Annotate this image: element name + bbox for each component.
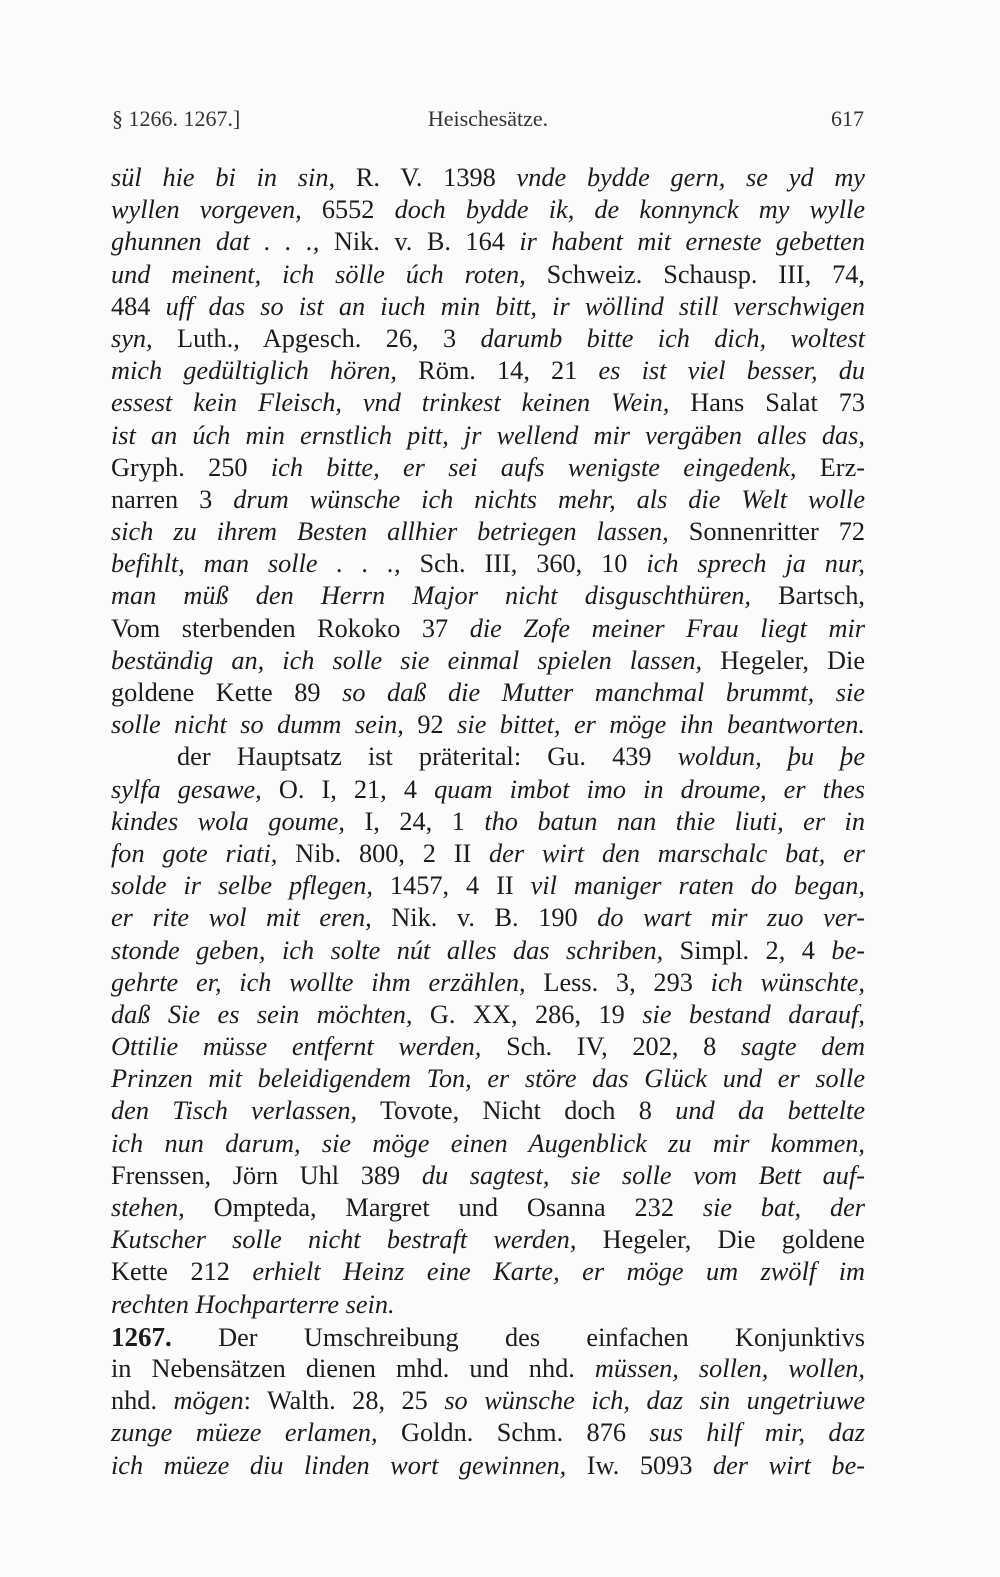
quotation-text: ich müeze diu linden wort gewinnen, bbox=[111, 1450, 567, 1480]
text-line bbox=[111, 291, 865, 323]
quotation-text: be- bbox=[831, 935, 865, 965]
citation-text: 6552 bbox=[301, 195, 395, 225]
quotation-text: quam imbot imo in droume, er thes bbox=[434, 774, 866, 804]
text-line bbox=[111, 1289, 865, 1321]
quotation-text: du sagtest, sie solle vom Bett auf- bbox=[421, 1160, 866, 1190]
quotation-text: ich wünschte, bbox=[710, 967, 865, 997]
text-line bbox=[111, 806, 865, 838]
citation-text: 92 bbox=[403, 710, 458, 740]
quotation-text: stehen, bbox=[111, 1193, 185, 1222]
citation-text: Hegeler, Die bbox=[702, 645, 866, 675]
quotation-text: ich nun darum, sie möge einen Augenblick zu mir kommen, bbox=[111, 1128, 865, 1158]
citation-text: 1457, 4 II bbox=[372, 871, 531, 901]
text-line bbox=[111, 1256, 865, 1288]
quotation-text: so wünsche ich, daz sin ungetriuwe bbox=[444, 1386, 865, 1416]
quotation-text: wyllen vorgeven, bbox=[111, 195, 302, 225]
page-number: 617 bbox=[831, 106, 864, 131]
quotation-text: müssen, sollen, wollen, bbox=[594, 1353, 866, 1383]
quotation-text: do wart mir zuo ver- bbox=[597, 903, 865, 933]
citation-text: Röm. 14, 21 bbox=[397, 356, 599, 386]
citation-text: Kette 212 bbox=[111, 1257, 253, 1287]
quotation-text: ist an úch min ernstlich pitt, jr wellend mir vergäben alles das, bbox=[111, 420, 865, 450]
citation-text: Less. 3, 293 bbox=[525, 967, 711, 997]
text-line bbox=[111, 259, 865, 291]
text-line bbox=[111, 1321, 865, 1353]
text-line bbox=[111, 870, 865, 902]
quotation-text: zunge müeze erlamen, bbox=[111, 1418, 378, 1448]
text-line bbox=[111, 1128, 865, 1160]
citation-text: Sch. III, 360, 10 bbox=[400, 549, 647, 579]
quotation-text: Kutscher solle nicht bestraft werden, bbox=[111, 1225, 577, 1255]
citation-text: narren 3 bbox=[111, 484, 234, 514]
quotation-text: sylfa gesawe, bbox=[111, 774, 262, 804]
text-line bbox=[111, 580, 865, 612]
citation-text: in Nebensätzen dienen mhd. und nhd. bbox=[111, 1353, 595, 1383]
quotation-text: solde ir selbe pflegen, bbox=[111, 871, 373, 901]
text-line bbox=[111, 1031, 865, 1063]
quotation-text: sich zu ihrem Besten allhier betriegen lassen, bbox=[111, 517, 669, 547]
quotation-text: vil maniger raten do began, bbox=[530, 871, 865, 901]
citation-text: Simpl. 2, 4 bbox=[663, 935, 832, 965]
quotation-text: vnde bydde gern, se yd my bbox=[516, 163, 865, 192]
text-line bbox=[111, 613, 865, 645]
quotation-text: sie bestand darauf, bbox=[642, 999, 866, 1029]
citation-text: Nik. v. B. 164 bbox=[319, 227, 520, 257]
text-line bbox=[111, 1353, 865, 1385]
citation-text: nhd. bbox=[111, 1386, 174, 1416]
quotation-text: tho batun nan thie liuti, er in bbox=[484, 806, 866, 836]
citation-text: R. V. 1398 bbox=[335, 163, 517, 192]
quotation-text: man müß den Herrn Major nicht disguschthüren, bbox=[111, 581, 751, 611]
citation-text: Erz- bbox=[796, 452, 865, 482]
text-line bbox=[111, 355, 865, 387]
quotation-text: woldun, þu þe bbox=[677, 742, 866, 772]
quotation-text: doch bydde ik, de konnynck my wylle bbox=[394, 195, 866, 225]
quotation-text: sus hilf mir, daz bbox=[649, 1418, 865, 1448]
text-line bbox=[111, 1095, 865, 1127]
citation-text: Nib. 800, 2 II bbox=[277, 838, 489, 868]
text-line bbox=[111, 452, 865, 484]
text-line bbox=[111, 999, 865, 1031]
text-line bbox=[111, 645, 865, 677]
quotation-text: darumb bitte ich dich, woltest bbox=[480, 323, 865, 353]
quotation-text: die Zofe meiner Frau liegt mir bbox=[469, 613, 865, 643]
quotation-text: erhielt Heinz eine Karte, er möge um zwölf im bbox=[252, 1257, 865, 1287]
text-line bbox=[111, 548, 865, 580]
quotation-text: Prinzen mit beleidigendem Ton, er störe das Glück und er solle bbox=[111, 1064, 865, 1094]
quotation-text: ich bitte, er sei aufs wenigste eingedenk, bbox=[270, 452, 797, 482]
text-line bbox=[111, 194, 865, 226]
text-line bbox=[111, 516, 865, 548]
quotation-text: ich sprech ja nur, bbox=[646, 549, 865, 579]
quotation-text: so daß die Mutter manchmal brummt, sie bbox=[342, 678, 865, 707]
quotation-text: uff das so ist an iuch min bitt, ir wöllind still verschwigen bbox=[165, 291, 865, 321]
text-line bbox=[111, 1160, 865, 1192]
text-line bbox=[111, 902, 865, 934]
quotation-text: gehrte er, ich wollte ihm erzählen, bbox=[111, 967, 526, 997]
quotation-text: er rite wol mit eren, bbox=[111, 903, 372, 933]
citation-text: Schweiz. Schausp. III, 74, bbox=[525, 259, 865, 289]
text-line bbox=[111, 935, 865, 967]
body-text bbox=[111, 162, 865, 1482]
quotation-text: Ottilie müsse entfernt werden, bbox=[111, 1032, 482, 1062]
text-line bbox=[111, 774, 865, 806]
text-line bbox=[111, 1450, 865, 1482]
quotation-text: stonde geben, ich solte nút alles das schriben, bbox=[111, 935, 664, 965]
citation-text: Der Umschreibung des einfachen Konjunktivs bbox=[171, 1322, 865, 1352]
quotation-text: sie bittet, er möge ihn beantworten. bbox=[457, 710, 866, 740]
text-line bbox=[111, 1417, 865, 1449]
citation-text: G. XX, 286, 19 bbox=[412, 999, 643, 1029]
text-line bbox=[111, 162, 865, 194]
text-line bbox=[111, 1192, 865, 1224]
quotation-text: syn, bbox=[111, 323, 153, 353]
quotation-text: essest kein Fleisch, vnd trinkest keinen Wein, bbox=[111, 388, 670, 418]
text-line bbox=[111, 677, 865, 709]
quotation-text: daß Sie es sein möchten, bbox=[111, 999, 413, 1029]
quotation-text: sagte dem bbox=[740, 1032, 865, 1062]
quotation-text: solle nicht so dumm sein, bbox=[111, 710, 404, 740]
quotation-text: befihlt, man solle . . ., bbox=[111, 549, 401, 579]
citation-text: der Hauptsatz ist präterital: Gu. 439 bbox=[177, 742, 678, 772]
text-line bbox=[111, 1224, 865, 1256]
quotation-text: und da bettelte bbox=[675, 1096, 866, 1126]
text-line bbox=[111, 741, 865, 773]
citation-text: I, 24, 1 bbox=[345, 806, 485, 836]
quotation-text: sie bat, der bbox=[702, 1193, 865, 1222]
citation-text: Frenssen, Jörn Uhl 389 bbox=[111, 1160, 422, 1190]
quotation-text: ir habent mit erneste gebetten bbox=[519, 227, 865, 257]
quotation-text: sül hie bi in sin, bbox=[111, 163, 336, 192]
citation-text: Iw. 5093 bbox=[566, 1450, 713, 1480]
citation-text: Bartsch, bbox=[751, 581, 865, 611]
text-line bbox=[111, 387, 865, 419]
quotation-text: den Tisch verlassen, bbox=[111, 1096, 358, 1126]
quotation-text: der wirt be- bbox=[712, 1450, 865, 1480]
quotation-text: es ist viel besser, du bbox=[598, 356, 865, 386]
citation-text: Nik. v. B. 190 bbox=[371, 903, 598, 933]
citation-text: Gryph. 250 bbox=[111, 452, 271, 482]
text-line bbox=[111, 323, 865, 355]
citation-text: Tovote, Nicht doch 8 bbox=[357, 1096, 676, 1126]
citation-text: Sch. IV, 202, 8 bbox=[481, 1032, 741, 1062]
quotation-text: rechten Hochparterre sein. bbox=[111, 1289, 395, 1319]
text-line bbox=[111, 226, 865, 258]
citation-text: : Walth. 28, 25 bbox=[243, 1386, 445, 1416]
citation-text: Sonnenritter 72 bbox=[668, 517, 865, 547]
quotation-text: drum wünsche ich nichts mehr, als die Welt wolle bbox=[233, 484, 865, 514]
citation-text: Luth., Apgesch. 26, 3 bbox=[152, 323, 481, 353]
citation-text: goldene Kette 89 bbox=[111, 678, 343, 707]
text-line bbox=[111, 1385, 865, 1417]
section-reference: § 1266. 1267.] bbox=[112, 106, 241, 131]
quotation-text: fon gote riati, bbox=[111, 838, 278, 868]
citation-text: Vom sterbenden Rokoko 37 bbox=[111, 613, 470, 643]
text-line bbox=[111, 709, 865, 741]
text-line bbox=[111, 838, 865, 870]
quotation-text: der wirt den marschalc bat, er bbox=[489, 838, 865, 868]
citation-text: Ompteda, Margret und Osanna 232 bbox=[184, 1193, 703, 1222]
quotation-text: mögen bbox=[173, 1386, 244, 1416]
citation-text: O. I, 21, 4 bbox=[261, 774, 435, 804]
quotation-text: mich gedültiglich hören, bbox=[111, 356, 397, 386]
text-line bbox=[111, 420, 865, 452]
quotation-text: und meinent, ich sölle úch roten, bbox=[111, 259, 526, 289]
text-line bbox=[111, 1063, 865, 1095]
quotation-text: beständig an, ich solle sie einmal spielen lassen, bbox=[111, 645, 703, 675]
citation-text: Hans Salat 73 bbox=[669, 388, 865, 418]
text-line bbox=[111, 484, 865, 516]
citation-text: Hegeler, Die goldene bbox=[576, 1225, 865, 1255]
citation-text: Goldn. Schm. 876 bbox=[377, 1418, 650, 1448]
quotation-text: kindes wola goume, bbox=[111, 806, 345, 836]
section-number: 1267. bbox=[111, 1321, 172, 1352]
citation-text: 484 bbox=[111, 291, 166, 321]
text-line bbox=[111, 967, 865, 999]
running-header bbox=[112, 102, 864, 136]
quotation-text: ghunnen dat . . ., bbox=[111, 227, 320, 257]
running-title: Heischesätze. bbox=[427, 106, 549, 131]
